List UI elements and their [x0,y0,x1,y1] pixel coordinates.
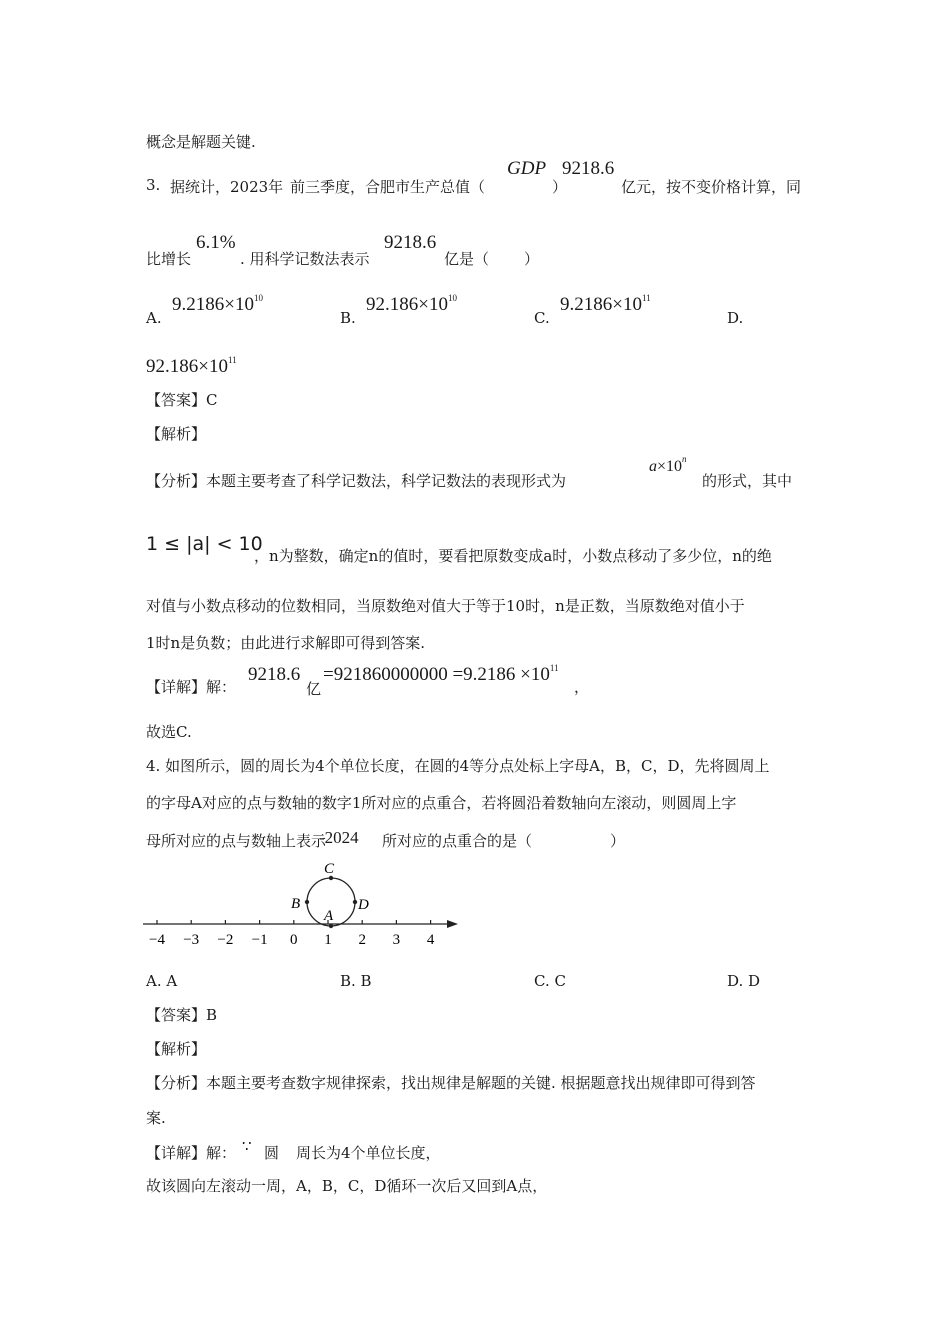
q3-value: 9218.6 [562,158,615,179]
q4-line3-a: 母所对应的点与数轴上表示 [146,832,327,850]
q3-option-b-label: B. [340,309,356,327]
q3-text-a: 据统计，2023年 [170,178,284,196]
q4-detail-2: 故该圆向左滚动一周，A，B，C，D循环一次后又回到A点， [146,1177,548,1195]
q4-analysis-title: 【解析】 [146,1040,207,1058]
point-b-label: B [291,896,301,912]
point-d-label: D [358,897,369,913]
q3-option-d: $92.186\times 10^{11}$ [146,355,237,377]
q3-text-b: 前三季度，合肥市生产总值（ [290,178,486,196]
q3-analysis-title: 【解析】 [146,425,207,443]
q3-n-text: ，n为整数，确定n的值时，要看把原数变成a时，小数点移动了多少位，n的绝 [254,547,772,565]
q4-detail-1-a: 【详解】解： [146,1144,237,1162]
q4-line1: 4. 如图所示，圆的周长为4个单位长度，在圆的4等分点处标上字母A，B，C，D，先将圆周上 [146,757,770,775]
q3-option-d-label: D. [727,309,744,327]
intro-line: 概念是解题关键. [146,133,256,151]
q4-line3-c: ） [610,832,626,850]
q3-text-c: ） [552,178,568,196]
axis-tick-label: 2 [358,932,366,948]
axis-tick-label: 0 [290,932,298,948]
q3-fenxi-a: 【分析】本题主要考查了科学记数法，科学记数法的表现形式为 [146,472,567,490]
q3-detail-yi: 亿 [306,680,322,698]
q4-detail-1-b: 圆 [264,1144,280,1162]
axis-tick-label: 4 [426,932,435,948]
point-c-label: C [324,861,335,877]
q4-option-b: B. B [340,972,372,990]
q3-abs-text: 对值与小数点移动的位数相同，当原数绝对值大于等于10时，n是正数，当原数绝对值小于 [146,597,745,615]
q4-line3-val: -2024 [319,828,359,847]
axis-arrow-icon [447,920,458,928]
q4-detail-1-c: 周长为4个单位长度， [296,1144,441,1162]
q4-line3-b: 所对应的点重合的是（ [382,832,533,850]
q4-fenxi-2: 案. [146,1109,166,1127]
q3-form: $a\times 10^n$ [649,454,687,475]
q3-one-text: 1时n是负数；由此进行求解即可得到答案. [146,634,425,652]
axis-tick-label: 1 [324,932,332,948]
because-symbol: ∵ [242,1137,252,1155]
axis-tick-label: 3 [392,932,401,948]
point-d-dot [353,900,357,904]
q3-line2-value: 9218.6 [384,232,437,253]
q3-pct: 6.1% [196,232,236,253]
q3-detail-val: 9218.6 [248,664,301,685]
q3-choose: 故选C. [146,723,192,741]
axis-tick-label: −1 [251,932,268,948]
point-b-dot [305,900,309,904]
axis-tick-label: −3 [183,932,200,948]
q3-line2-a: 比增长 [146,250,192,268]
q3-option-c: $9.2186\times 10^{11}$ [560,293,651,315]
q3-detail-a: 【详解】解： [146,678,237,696]
q3-number: 3. [146,176,161,194]
q3-line2-d: ） [524,250,540,268]
q4-option-d: D. D [727,972,761,990]
q4-line2: 的字母A对应的点与数轴的数字1所对应的点重合，若将圆沿着数轴向左滚动，则圆周上字 [146,794,737,812]
q4-option-a: A. A [146,972,178,990]
q4-answer: 【答案】B [146,1006,218,1024]
q3-option-b: $92.186\times 10^{10}$ [366,293,457,315]
q3-text-d: 亿元，按不变价格计算，同 [621,178,802,196]
number-line-figure [140,856,470,952]
q4-option-c: C. C [534,972,566,990]
q3-answer: 【答案】C [146,391,218,409]
q3-option-a-label: A. [146,309,162,327]
axis-tick-label: −4 [149,932,165,948]
axis-tick-label: −2 [217,932,234,948]
q3-gdp: GDP [507,158,547,179]
point-a-label: A [324,908,334,924]
q3-line2-b: . 用科学记数法表示 [240,250,370,268]
q3-line2-c: 亿是（ [444,250,490,268]
q3-detail-end: ， [574,678,590,696]
point-a-dot [329,924,333,928]
q3-inequality: 1 ≤ |a| < 10 [146,533,263,555]
q4-fenxi-1: 【分析】本题主要考查数字规律探索，找出规律是解题的关键. 根据题意找出规律即可得到答 [146,1074,756,1092]
q3-option-a: $9.2186\times 10^{10}$ [172,293,263,315]
q3-option-c-label: C. [534,309,550,327]
q3-detail-eq: $=921860000000 =9.2186 \times 10^{11}$ [323,663,559,685]
q3-fenxi-b: 的形式，其中 [702,472,793,490]
